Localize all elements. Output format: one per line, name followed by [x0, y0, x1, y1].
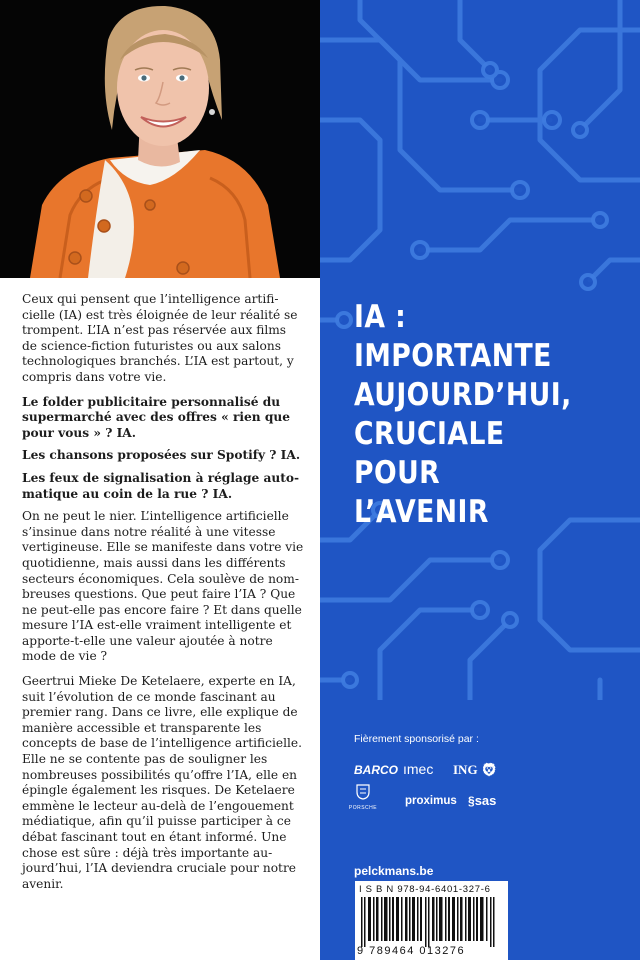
ing-logo-text: ING	[453, 762, 478, 777]
imec-logo: ımec	[403, 761, 434, 777]
barcode-label	[355, 881, 508, 960]
headline-line-5: POUR	[354, 455, 441, 491]
question-spotify: Les chansons proposées sur Spotify ? IA.	[22, 448, 301, 463]
barco-logo: BARCO	[354, 763, 398, 777]
headline-line-3: AUJOURD’HUI,	[354, 377, 572, 413]
headline-line-1: IA :	[354, 299, 407, 335]
proximus-logo: proximus	[405, 795, 457, 807]
ing-logo	[453, 762, 497, 778]
porsche-crest-icon	[356, 784, 370, 800]
sas-wordmark: sas	[474, 793, 497, 808]
headline-line-6: L’AVENIR	[354, 494, 489, 530]
lion-icon: 🦁︎	[480, 762, 498, 777]
right-panel	[320, 0, 640, 960]
headline	[354, 298, 600, 532]
sas-logo	[468, 793, 496, 808]
author-photo	[0, 0, 320, 278]
back-cover-text	[22, 292, 304, 901]
author-paragraph: Geertrui Mieke De Ketelaere, experte en IA, suit l’évolution de ce monde fascinant au premier rang. Dans ce livre, elle explique de manière accessible et transparente les concepts de base de l’intelligence artificielle. Elle ne se contente pas de souligner les nombreuses possibilités qu’offre l’IA, elle en épingle également les risques. De Ketelaere emmène le lecteur au-delà de l’engouement médiatique, afin qu’il puisse participer à ce débat fascinant tout en étant informé. Une chose est sûre : déjà très importante aujourd’hui, l’IA deviendra cruciale pour notre avenir.	[22, 674, 302, 891]
author-portrait	[0, 0, 320, 278]
sas-swirl-icon: §	[468, 794, 475, 808]
second-paragraph: On ne peut le nier. L’intelligence artificielle s’insinue dans notre réalité à une vitesse vertigineuse. Elle se manifeste dans votre vie quotidienne, mais aussi dans les différents secteurs économiques. Cela soulève de nombreuses questions. Que peut faire l’IA ? Que ne peut-elle pas encore faire ? Et dans quelle mesure l’IA est-elle vraiment intelligente et apporte-t-elle une valeur ajoutée à notre mode de vie ?	[22, 509, 304, 664]
intro-paragraph: Ceux qui pensent que l’intelligence artificielle (IA) est très éloignée de leur réalité se trompent. L’IA n’est pas réservée aux films de science-fiction futuristes ou aux salons technologiques branchés. L’IA est partout, y compris dans votre vie.	[22, 292, 298, 384]
porsche-logo	[348, 784, 378, 811]
sponsor-title: Fièrement sponsorisé par :	[354, 733, 479, 745]
headline-line-2: IMPORTANTE	[354, 338, 552, 374]
question-folder: Le folder publicitaire personnalisé du supermarché avec des offres « rien que pour vous » ? IA.	[22, 394, 291, 440]
headline-line-4: CRUCIALE	[354, 416, 505, 452]
question-traffic-lights: Les feux de signalisation à réglage automatique au coin de la rue ? IA.	[22, 470, 300, 501]
barcode	[361, 897, 501, 947]
porsche-wordmark: PORSCHE	[348, 805, 378, 811]
isbn-text: I S B N 978-94-6401-327-6	[359, 884, 491, 895]
publisher-website[interactable]: pelckmans.be	[354, 864, 434, 878]
barcode-number: 9 789464 013276	[357, 945, 466, 957]
